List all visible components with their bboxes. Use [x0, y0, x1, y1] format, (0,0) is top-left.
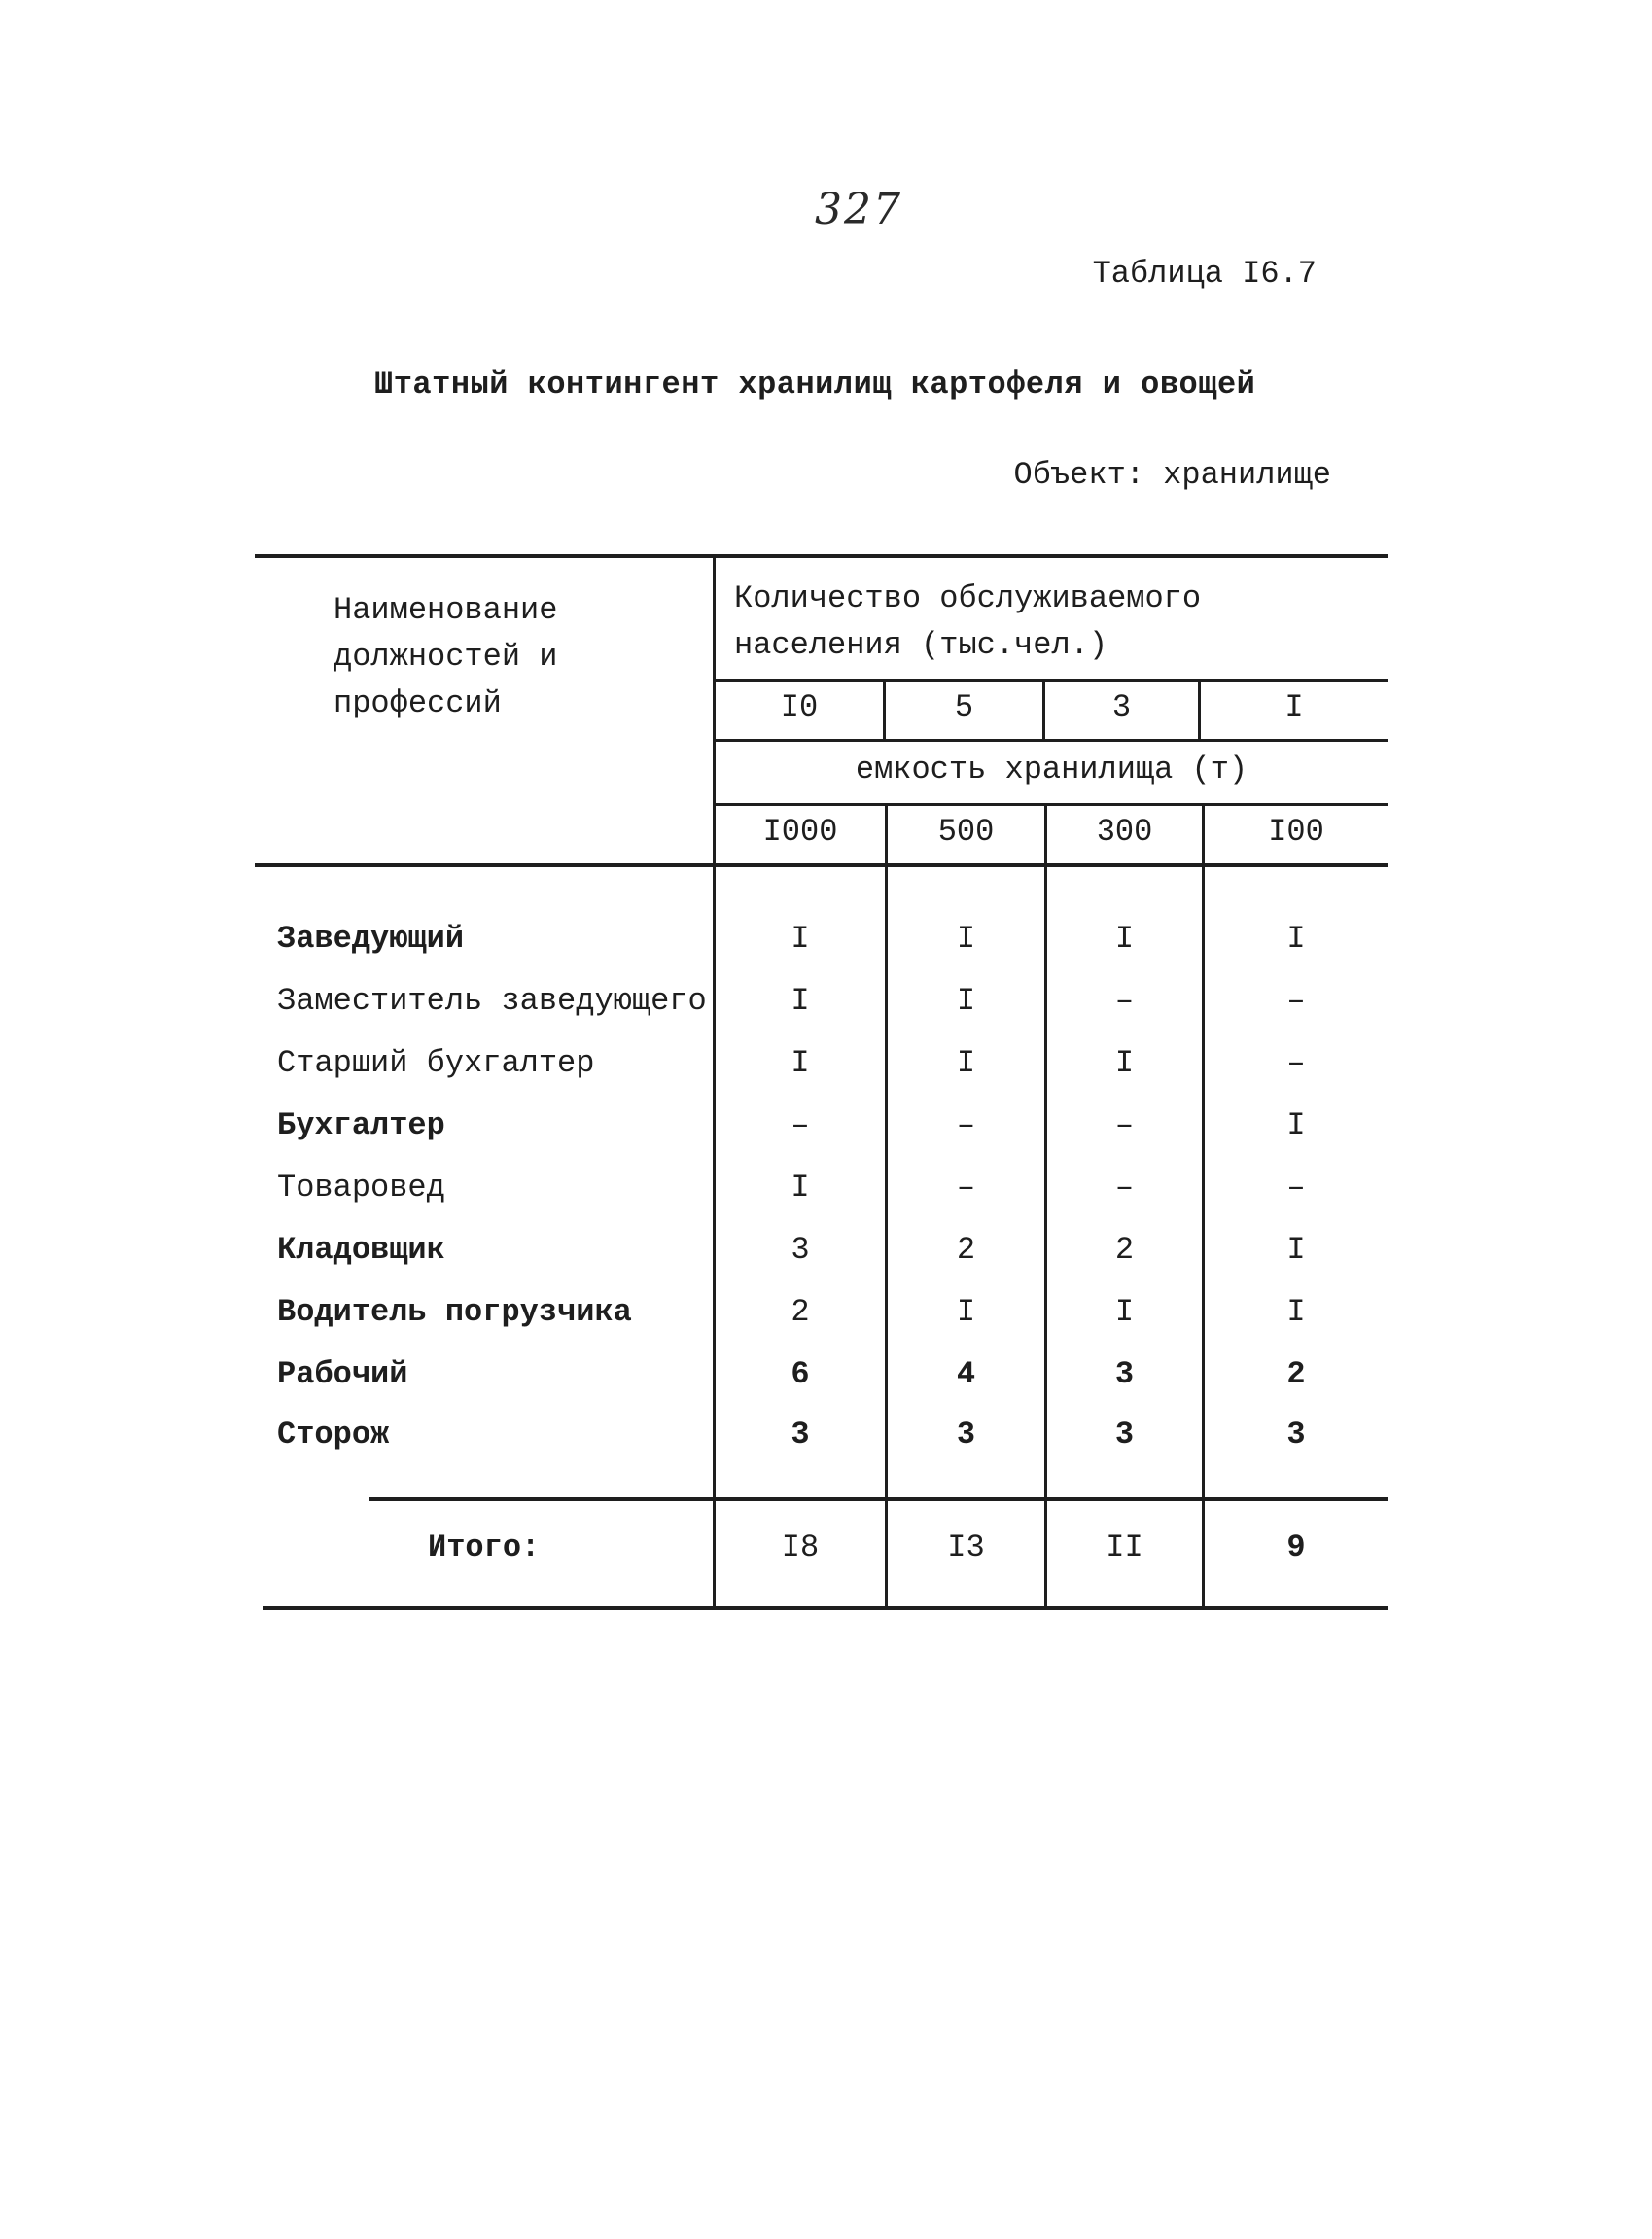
row-value: 2 — [791, 1294, 810, 1330]
row-value: I — [791, 921, 810, 957]
capacity-value: I000 — [762, 814, 838, 850]
row-value: 3 — [791, 1417, 810, 1452]
total-value: I8 — [781, 1529, 820, 1565]
row-value: – — [1286, 1170, 1306, 1206]
row-value: I — [1114, 921, 1135, 957]
row-value: I — [956, 921, 976, 957]
table-top-rule — [255, 554, 1388, 558]
total-label: Итого: — [428, 1529, 541, 1565]
population-value: 5 — [954, 689, 974, 725]
row-value: 3 — [956, 1417, 976, 1452]
table-label: Таблица I6.7 — [1092, 256, 1317, 292]
row-value: I — [956, 1294, 976, 1330]
population-rule — [715, 679, 1388, 682]
row-value: – — [956, 1107, 976, 1143]
row-value: – — [1286, 983, 1306, 1019]
row-value: – — [1286, 1045, 1306, 1081]
capacity-value: I00 — [1268, 814, 1324, 850]
capacity-rule — [715, 803, 1388, 806]
row-name: Рабочий — [277, 1356, 408, 1392]
row-value: 3 — [791, 1232, 810, 1268]
header-name-line-3: профессий — [334, 685, 502, 721]
row-name: Бухгалтер — [277, 1107, 445, 1143]
total-value: 9 — [1286, 1529, 1306, 1565]
table-bottom-rule — [263, 1606, 1388, 1610]
population-value: 3 — [1111, 689, 1132, 725]
page-number: 327 — [815, 185, 902, 234]
population-values-rule — [715, 739, 1388, 742]
header-name-line-2: должностей и — [334, 639, 558, 675]
row-value: 2 — [1286, 1356, 1306, 1392]
row-value: I — [956, 983, 976, 1019]
row-value: – — [1114, 1107, 1135, 1143]
population-title-line-2: населения (тыс.чел.) — [734, 627, 1108, 663]
row-value: 3 — [1286, 1417, 1306, 1452]
row-value: 3 — [1114, 1417, 1135, 1452]
row-value: 3 — [1114, 1356, 1135, 1392]
row-value: 2 — [1114, 1232, 1135, 1268]
capacity-title: емкость хранилища (т) — [855, 752, 1248, 787]
row-name: Сторож — [277, 1417, 390, 1452]
row-name: Кладовщик — [277, 1232, 445, 1268]
row-name: Заместитель заведующего — [277, 983, 707, 1019]
row-value: – — [791, 1107, 810, 1143]
capacity-value: 500 — [937, 814, 995, 850]
total-value: II — [1106, 1529, 1143, 1565]
row-value: I — [1286, 1294, 1306, 1330]
population-title-line-1: Количество обслуживаемого — [734, 580, 1202, 616]
object-line: Объект: хранилище — [1013, 457, 1331, 493]
row-value: I — [1114, 1045, 1135, 1081]
row-name: Заведующий — [277, 921, 465, 957]
population-value: I — [1284, 689, 1304, 725]
row-value: – — [1114, 983, 1135, 1019]
row-value: I — [791, 983, 810, 1019]
header-bottom-rule — [255, 863, 1388, 867]
row-value: I — [1286, 1232, 1306, 1268]
row-value: I — [791, 1170, 810, 1206]
row-value: I — [1286, 1107, 1306, 1143]
row-name: Старший бухгалтер — [277, 1045, 595, 1081]
capacity-value: 300 — [1096, 814, 1153, 850]
total-top-rule — [369, 1497, 1388, 1501]
row-value: – — [956, 1170, 976, 1206]
row-name: Товаровед — [277, 1170, 445, 1206]
population-value: I0 — [780, 689, 819, 725]
document-title: Штатный контингент хранилищ картофеля и овощей — [374, 367, 1256, 402]
row-value: I — [1114, 1294, 1135, 1330]
row-value: I — [791, 1045, 810, 1081]
total-value: I3 — [947, 1529, 985, 1565]
row-value: 2 — [956, 1232, 976, 1268]
row-value: I — [956, 1045, 976, 1081]
row-value: 4 — [956, 1356, 976, 1392]
header-name-line-1: Наименование — [334, 592, 558, 628]
row-name: Водитель погрузчика — [277, 1294, 632, 1330]
row-value: – — [1114, 1170, 1135, 1206]
row-value: I — [1286, 921, 1306, 957]
row-value: 6 — [791, 1356, 810, 1392]
